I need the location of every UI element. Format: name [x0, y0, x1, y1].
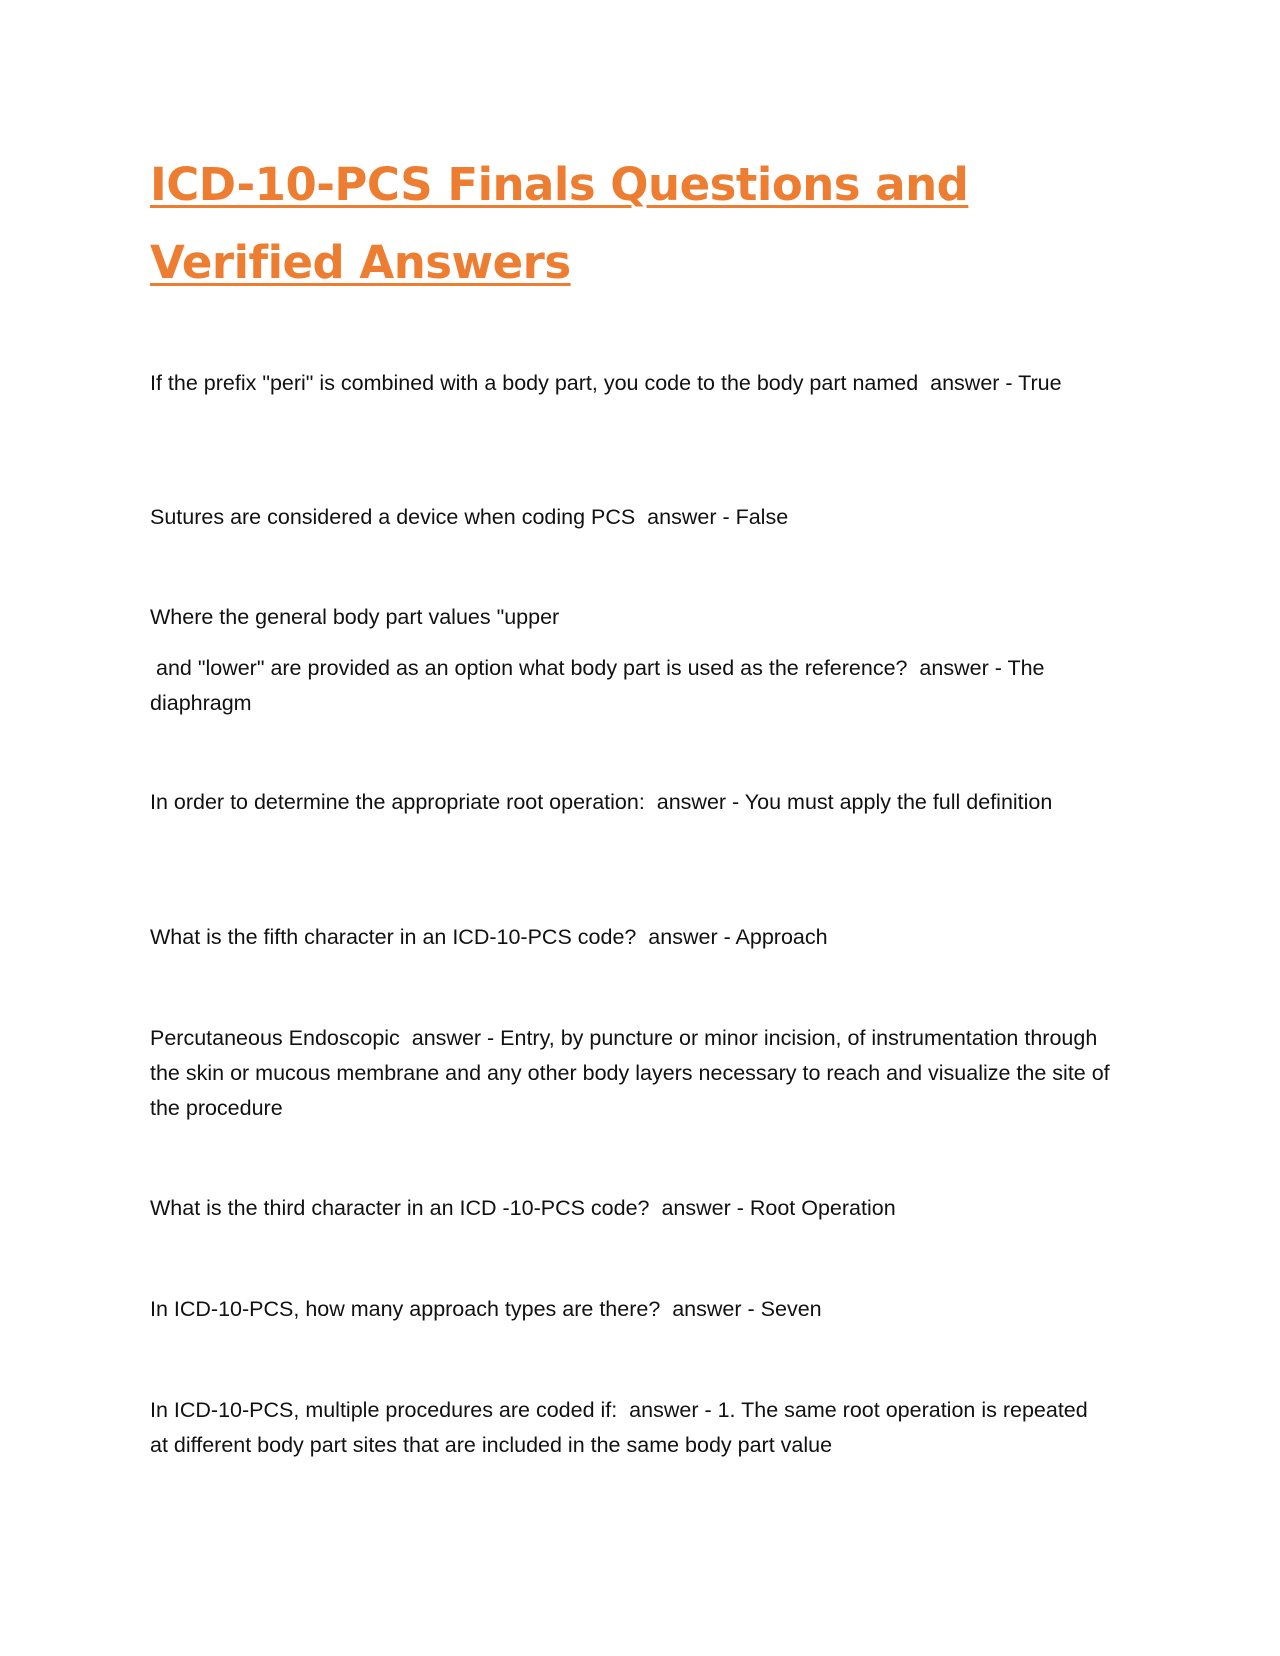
- qa-paragraph-5: In order to determine the appropriate root operation: answer - You must apply the full definition: [150, 790, 1053, 814]
- qa-paragraph-3: Where the general body part values "upper: [150, 605, 560, 629]
- qa-paragraph-6: What is the fifth character in an ICD-10-PCS code? answer - Approach: [150, 925, 828, 949]
- qa-paragraph-7: Percutaneous Endoscopic answer - Entry, by puncture or minor incision, of instrumentation through the skin or mucous membrane and any other body layers necessary to reach and visualize the site of the procedure: [150, 1026, 1116, 1120]
- qa-paragraph-8: What is the third character in an ICD -10-PCS code? answer - Root Operation: [150, 1196, 896, 1220]
- document-title: ICD-10-PCS Finals Questions and Verified Answers: [150, 158, 969, 289]
- qa-paragraph-1: If the prefix "peri" is combined with a body part, you code to the body part named answer - True: [150, 371, 1062, 395]
- qa-paragraph-4: and "lower" are provided as an option what body part is used as the reference? answer - The diaphragm: [150, 656, 1051, 715]
- qa-paragraph-10: In ICD-10-PCS, multiple procedures are coded if: answer - 1. The same root operation is repeated at different body part sites that are included in the same body part value: [150, 1398, 1094, 1457]
- qa-paragraph-2: Sutures are considered a device when coding PCS answer - False: [150, 505, 789, 529]
- qa-paragraph-9: In ICD-10-PCS, how many approach types are there? answer - Seven: [150, 1297, 822, 1321]
